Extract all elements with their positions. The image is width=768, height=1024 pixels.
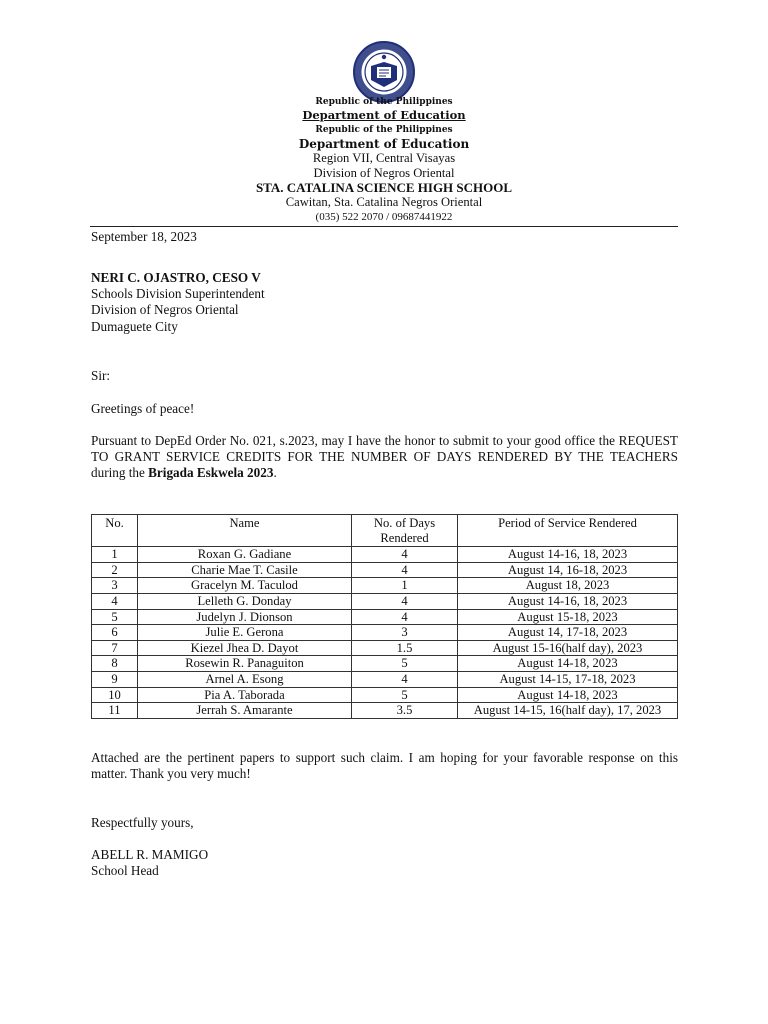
cell-name: Roxan G. Gadiane — [138, 547, 352, 563]
signatory-title: School Head — [91, 863, 159, 878]
table-row — [92, 703, 678, 719]
cell-no: 10 — [92, 687, 138, 703]
cell-name: Arnel A. Esong — [138, 671, 352, 687]
cell-days: 4 — [352, 593, 458, 609]
cell-name: Lelleth G. Donday — [138, 593, 352, 609]
cell-name: Judelyn J. Dionson — [138, 609, 352, 625]
cell-no: 4 — [92, 593, 138, 609]
recipient-title: Schools Division Superintendent — [91, 286, 265, 301]
department-small-text: Department of Education — [302, 108, 466, 122]
body-paragraph — [91, 433, 678, 481]
cell-days: 4 — [352, 609, 458, 625]
table-row — [92, 687, 678, 703]
deped-seal-logo — [344, 40, 424, 104]
cell-days: 5 — [352, 687, 458, 703]
cell-period: August 14-15, 16(half day), 17, 2023 — [458, 703, 678, 719]
region-text: Region VII, Central Visayas — [312, 151, 456, 165]
cell-days: 5 — [352, 656, 458, 672]
table-row — [92, 562, 678, 578]
table-row — [92, 625, 678, 641]
cell-period: August 14, 17-18, 2023 — [458, 625, 678, 641]
cell-no: 2 — [92, 562, 138, 578]
republic-text: Republic of the Philippines — [315, 125, 453, 135]
cell-no: 7 — [92, 640, 138, 656]
cell-period: August 14-18, 2023 — [458, 687, 678, 703]
table-row — [92, 656, 678, 672]
cell-period: August 18, 2023 — [458, 578, 678, 594]
table-row — [92, 578, 678, 594]
recipient-name: NERI C. OJASTRO, CESO V — [91, 270, 261, 285]
header-divider — [90, 226, 678, 227]
cell-period: August 14-18, 2023 — [458, 656, 678, 672]
table-row — [92, 640, 678, 656]
table-row — [92, 671, 678, 687]
cell-period: August 14-16, 18, 2023 — [458, 547, 678, 563]
cell-name: Julie E. Gerona — [138, 625, 352, 641]
cell-days: 4 — [352, 562, 458, 578]
closing-paragraph: Attached are the pertinent papers to support such claim. I am hoping for your favorable response on this matter. Thank you very much! — [91, 750, 678, 781]
department-text: Department of Education — [298, 137, 470, 151]
school-name: STA. CATALINA SCIENCE HIGH SCHOOL — [255, 180, 513, 195]
cell-period: August 15-18, 2023 — [458, 609, 678, 625]
service-credits-table — [91, 514, 678, 719]
cell-no: 11 — [92, 703, 138, 719]
cell-no: 3 — [92, 578, 138, 594]
cell-period: August 15-16(half day), 2023 — [458, 640, 678, 656]
cell-days: 4 — [352, 547, 458, 563]
cell-name: Jerrah S. Amarante — [138, 703, 352, 719]
letter-date: September 18, 2023 — [91, 229, 197, 244]
school-address: Cawitan, Sta. Catalina Negros Oriental — [285, 195, 483, 209]
cell-no: 8 — [92, 656, 138, 672]
cell-days: 4 — [352, 671, 458, 687]
header-days-line2: Rendered — [380, 530, 429, 545]
greeting: Greetings of peace! — [91, 401, 195, 416]
cell-no: 5 — [92, 609, 138, 625]
table-row — [92, 547, 678, 563]
recipient-office: Division of Negros Oriental — [91, 302, 239, 317]
cell-period: August 14-16, 18, 2023 — [458, 593, 678, 609]
body-end: . — [273, 465, 277, 480]
cell-name: Gracelyn M. Taculod — [138, 578, 352, 594]
header-no: No. — [92, 515, 138, 547]
cell-name: Charie Mae T. Casile — [138, 562, 352, 578]
cell-no: 1 — [92, 547, 138, 563]
cell-days: 3 — [352, 625, 458, 641]
republic-small-text: Republic of the Philippines — [315, 97, 453, 107]
salutation: Sir: — [91, 368, 111, 383]
complimentary-close: Respectfully yours, — [91, 815, 194, 830]
brigada-eskwela-emphasis: Brigada Eskwela 2023 — [148, 465, 274, 480]
body-intro: Pursuant to DepEd Order No. 021, s.2023, may I have the honor to submit to your good office the REQUEST TO GRANT SERVICE CREDITS FOR THE NUMBER OF DAYS RENDERED BY THE TEACHERS during the — [91, 433, 678, 480]
table-row — [92, 593, 678, 609]
cell-no: 9 — [92, 671, 138, 687]
cell-days: 1 — [352, 578, 458, 594]
cell-name: Kiezel Jhea D. Dayot — [138, 640, 352, 656]
cell-name: Pia A. Taborada — [138, 687, 352, 703]
header-period: Period of Service Rendered — [458, 515, 678, 547]
recipient-city: Dumaguete City — [91, 319, 178, 334]
cell-days: 3.5 — [352, 703, 458, 719]
cell-period: August 14-15, 17-18, 2023 — [458, 671, 678, 687]
division-text: Division of Negros Oriental — [313, 166, 455, 180]
header-days-line1: No. of Days — [373, 516, 436, 530]
header-name: Name — [138, 515, 352, 547]
table-row — [92, 609, 678, 625]
table-header-row — [92, 515, 678, 547]
signatory-name: ABELL R. MAMIGO — [91, 847, 209, 862]
cell-name: Rosewin R. Panaguiton — [138, 656, 352, 672]
table-body — [92, 547, 678, 719]
cell-period: August 14, 16-18, 2023 — [458, 562, 678, 578]
cell-days: 1.5 — [352, 640, 458, 656]
school-phone: (035) 522 2070 / 09687441922 — [315, 211, 453, 223]
cell-no: 6 — [92, 625, 138, 641]
header-days — [352, 515, 458, 547]
